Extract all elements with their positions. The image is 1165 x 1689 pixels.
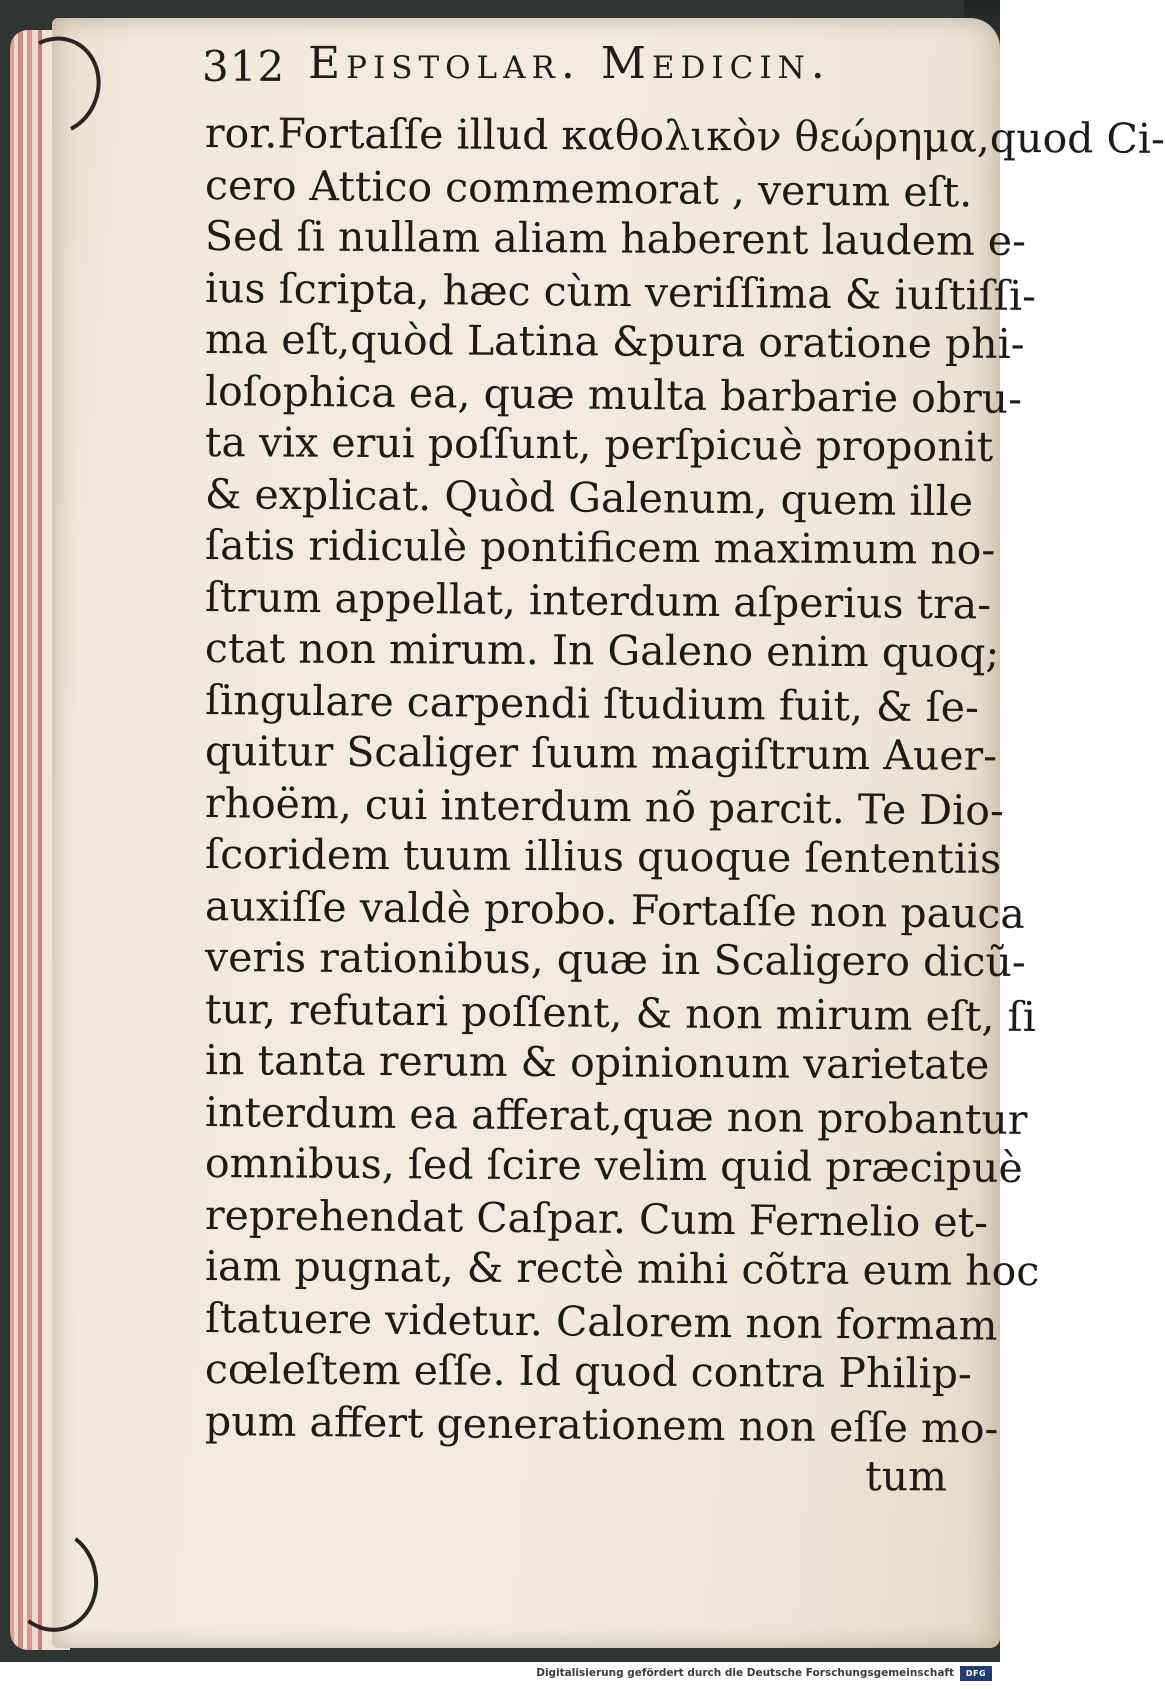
page-number: 312 xyxy=(202,42,286,91)
text-line: ſtatuere videtur. Calorem non formam xyxy=(204,1293,998,1350)
footer-strip xyxy=(0,1662,1000,1689)
text-line: Sed ſi nullam aliam haberent laudem e- xyxy=(204,212,1027,266)
text-line: ſatis ridiculè pontificem maximum no- xyxy=(204,521,996,574)
text-line: tur, refutari poſſent, & non mirum eſt, ſi xyxy=(204,984,1037,1041)
text-line: auxiſſe valdè probo. Fortaſſe non pauca xyxy=(204,881,1026,938)
text-line: cero Attico commemorat , verum eſt. xyxy=(204,160,973,216)
text-line: ius ſcripta, hæc cùm veriſſima & iuſtiſſi- xyxy=(204,263,1037,320)
text-line: & explicat. Quòd Galenum, quem ille xyxy=(204,469,974,525)
page-header xyxy=(202,34,882,94)
digitization-credit: Digitalisierung gefördert durch die Deutsche Forschungsgemeinschaft xyxy=(536,1667,954,1679)
text-line: omnibus, ſed ſcire velim quid præcipuè xyxy=(204,1139,1023,1192)
text-line: veris rationibus, quæ in Scaligero dicũ- xyxy=(204,933,1026,987)
text-line: quitur Scaliger ſuum magiſtrum Auer- xyxy=(204,727,998,780)
text-line: ſcoridem tuum illius quoque ſententiis xyxy=(204,830,1002,883)
text-line: loſophica ea, quæ multa barbarie obru- xyxy=(204,366,1023,423)
text-line: ror.Fortaſſe illud καθολικὸν θεώρημα,quod Ci- xyxy=(204,109,1165,163)
text-line: rhoëm, cui interdum nõ parcit. Te Dio- xyxy=(204,778,1005,835)
text-line: in tanta rerum & opinionum varietate xyxy=(204,1036,990,1089)
text-line: ma eſt,quòd Latina &pura oratione phi- xyxy=(204,315,1025,369)
dfg-logo: DFG xyxy=(960,1666,992,1681)
text-line: ſtrum appellat, interdum aſperius tra- xyxy=(204,572,992,629)
running-head: Epistolar. Medicin. xyxy=(308,38,831,89)
text-line: iam pugnat, & rectè mihi cõtra eum hoc xyxy=(204,1242,1040,1296)
text-line: reprehendat Caſpar. Cum Fernelio et- xyxy=(204,1190,989,1247)
text-line: interdum ea afferat,quæ non probantur xyxy=(204,1087,1028,1144)
body-text xyxy=(204,108,1165,1501)
text-line: tum xyxy=(865,1452,948,1501)
text-line: ctat non mirum. In Galeno enim quoq; xyxy=(204,624,1000,677)
text-line: cœleſtem eſſe. Id quod contra Philip- xyxy=(204,1345,972,1398)
text-line: ta vix erui poſſunt, perſpicuè proponit xyxy=(204,418,994,471)
text-line: pum affert generationem non eſſe mo- xyxy=(204,1396,999,1453)
text-line: ſingulare carpendi ſtudium fuit, & ſe- xyxy=(204,675,980,731)
